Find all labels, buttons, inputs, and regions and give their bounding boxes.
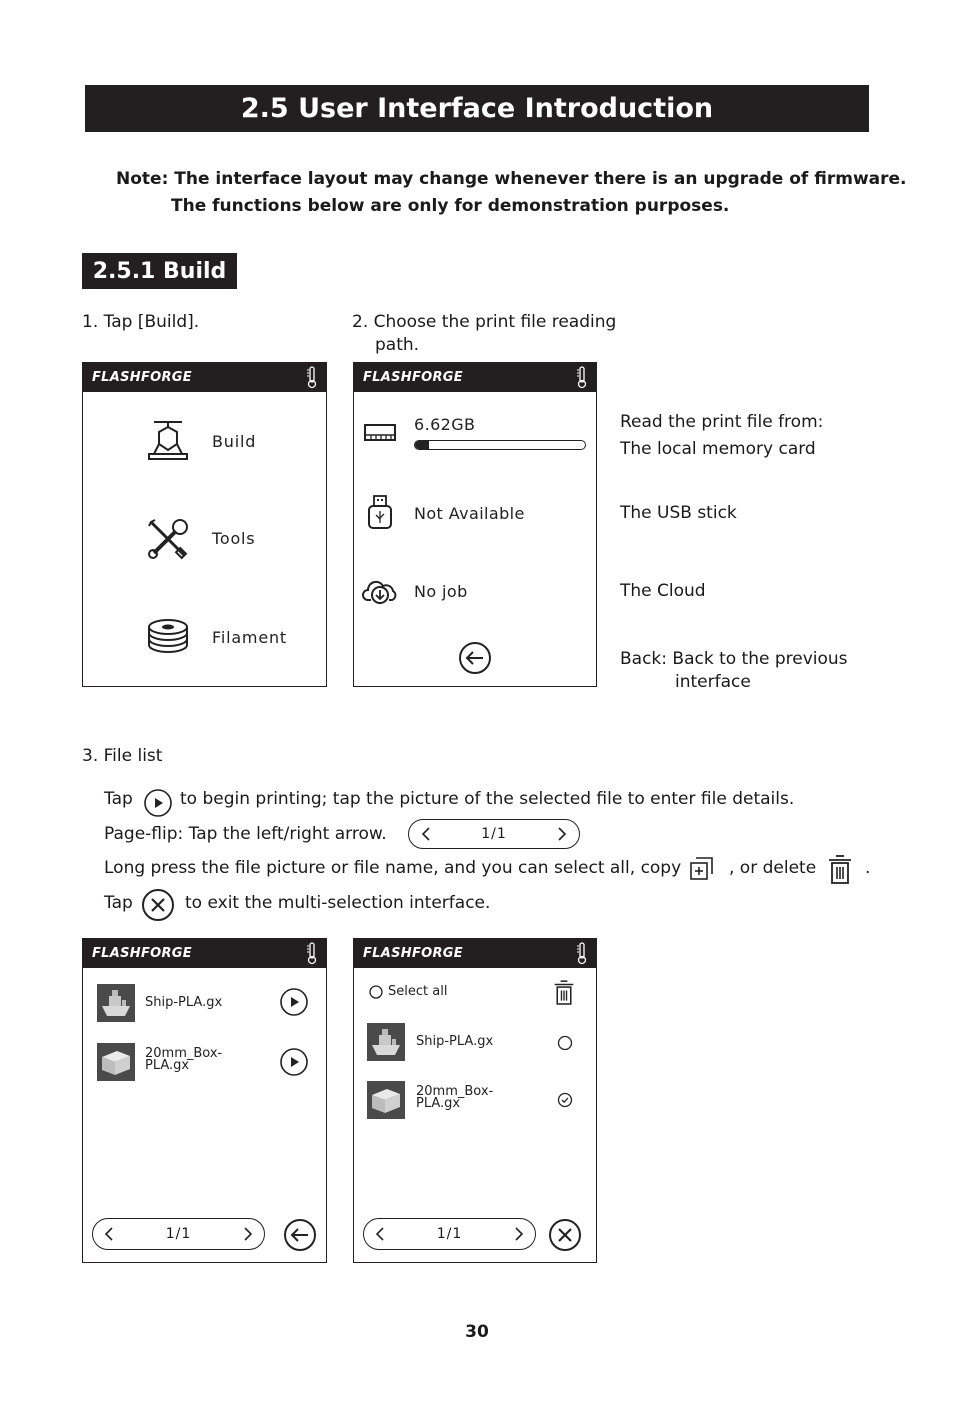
subsection-title-text: 2.5.1 Build	[92, 258, 227, 284]
file-thumbnail-box[interactable]	[97, 1043, 135, 1081]
brand-logo: FLASHFORGE	[92, 370, 192, 385]
play-icon[interactable]	[279, 987, 309, 1017]
brand-logo: FLASHFORGE	[363, 370, 463, 385]
file-list-screen	[82, 938, 327, 1263]
tap-print-suffix: to begin printing; tap the picture of the selected file to enter file details.	[180, 789, 795, 809]
chevron-right-icon[interactable]	[243, 1227, 253, 1241]
trash-icon[interactable]	[553, 979, 575, 1007]
play-icon[interactable]	[279, 1047, 309, 1077]
copy-icon	[688, 855, 716, 883]
file-thumbnail-box[interactable]	[367, 1081, 405, 1119]
longpress-end: .	[865, 858, 871, 878]
select-all-label[interactable]: Select all	[388, 984, 448, 999]
filament-spool-icon[interactable]	[146, 617, 190, 657]
file-select-check-box[interactable]	[557, 1092, 573, 1108]
cloud-download-icon[interactable]	[362, 579, 398, 605]
tap-exit-suffix: to exit the multi-selection interface.	[185, 893, 491, 913]
usb-stick-icon[interactable]	[366, 494, 394, 530]
tools-icon[interactable]	[146, 517, 190, 561]
pageflip-text: Page-flip: Tap the left/right arrow.	[104, 824, 387, 844]
play-icon	[143, 788, 173, 818]
back-arrow-icon[interactable]	[458, 641, 492, 675]
menu-item-filament[interactable]: Filament	[212, 628, 287, 647]
path-select-screen	[353, 362, 597, 687]
thermometer-icon[interactable]	[576, 942, 588, 965]
file-thumbnail-ship[interactable]	[367, 1023, 405, 1061]
screen-header	[354, 939, 596, 968]
chevron-right-icon	[557, 827, 567, 841]
pager-page: 1/1	[481, 826, 507, 842]
local-storage-size[interactable]: 6.62GB	[414, 415, 476, 434]
section-title-text: 2.5 User Interface Introduction	[240, 93, 714, 124]
thermometer-icon[interactable]	[306, 366, 318, 389]
close-icon	[141, 888, 175, 922]
usb-status[interactable]: Not Available	[414, 504, 525, 523]
step1-caption: 1. Tap [Build].	[82, 312, 200, 332]
screen-header	[354, 363, 596, 392]
trash-icon	[827, 854, 853, 886]
thermometer-icon[interactable]	[306, 942, 318, 965]
menu-item-tools[interactable]: Tools	[212, 529, 256, 548]
page-indicator: 1/1	[165, 1226, 192, 1242]
desc-back-line2: interface	[675, 672, 751, 692]
file-name-box[interactable]: 20mm_Box-PLA.gx	[416, 1084, 494, 1111]
thermometer-icon[interactable]	[576, 366, 588, 389]
pager-example	[408, 819, 580, 849]
main-menu-screen	[82, 362, 327, 687]
file-name-box[interactable]: 20mm_Box-PLA.gx	[145, 1046, 223, 1073]
brand-logo: FLASHFORGE	[363, 946, 463, 961]
file-thumbnail-ship[interactable]	[97, 984, 135, 1022]
memory-card-icon[interactable]	[363, 422, 397, 444]
build-icon[interactable]	[146, 419, 190, 463]
close-icon[interactable]	[548, 1218, 582, 1252]
local-storage-progress-fill	[415, 441, 429, 449]
cloud-status[interactable]: No job	[414, 582, 468, 601]
multi-select-pager[interactable]	[363, 1218, 536, 1250]
tap-exit-prefix: Tap	[104, 893, 133, 913]
page-number: 30	[465, 1322, 489, 1342]
desc-local: The local memory card	[620, 439, 816, 459]
page-indicator: 1/1	[436, 1226, 463, 1242]
section-title	[85, 85, 869, 132]
desc-read-from: Read the print file from:	[620, 412, 824, 432]
file-list-pager[interactable]	[92, 1218, 265, 1250]
longpress-text: Long press the file picture or file name, and you can select all, copy	[104, 858, 682, 878]
file-name-ship[interactable]: Ship-PLA.gx	[145, 995, 223, 1010]
chevron-right-icon[interactable]	[514, 1227, 524, 1241]
back-arrow-icon[interactable]	[283, 1218, 317, 1252]
file-name-ship[interactable]: Ship-PLA.gx	[416, 1034, 494, 1049]
desc-back-line1: Back: Back to the previous	[620, 649, 848, 669]
screen-header	[83, 363, 326, 392]
step2-caption-line1: 2. Choose the print file reading	[352, 312, 617, 332]
menu-item-build[interactable]: Build	[212, 432, 257, 451]
longpress-mid: , or delete	[729, 858, 817, 878]
tap-print-prefix: Tap	[104, 789, 133, 809]
file-select-radio-ship[interactable]	[557, 1035, 573, 1051]
step3-caption: 3. File list	[82, 746, 163, 766]
brand-logo: FLASHFORGE	[92, 946, 192, 961]
step2-caption-line2: path.	[375, 335, 420, 355]
subsection-title	[82, 253, 237, 289]
select-all-radio[interactable]	[369, 985, 383, 999]
desc-usb: The USB stick	[620, 503, 737, 523]
local-storage-progress	[414, 440, 586, 450]
note-line2: The functions below are only for demonstration purposes.	[171, 196, 730, 216]
note-line1: Note: The interface layout may change whenever there is an upgrade of firmware.	[116, 169, 907, 189]
desc-cloud: The Cloud	[620, 581, 706, 601]
multi-select-screen	[353, 938, 597, 1263]
screen-header	[83, 939, 326, 968]
